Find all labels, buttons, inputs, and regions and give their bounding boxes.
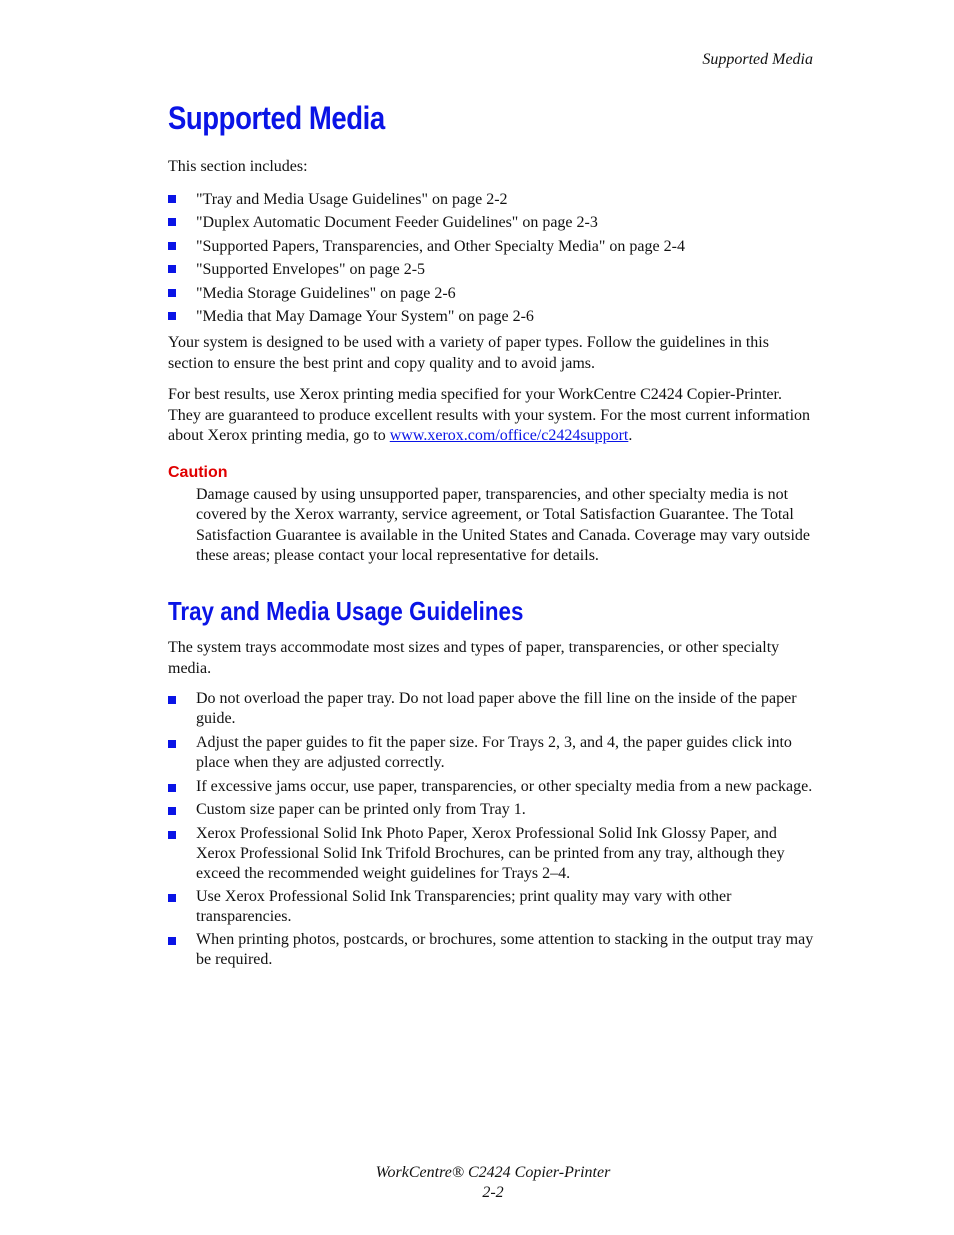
- list-item[interactable]: [168, 282, 818, 305]
- section-link-list: [168, 188, 818, 328]
- list-item: [168, 824, 818, 884]
- paragraph-text: For best results, use Xerox printing media specified for your WorkCentre C2424 Copier-Printer. They are guaranteed to produce excellent results with your system. For the most current information about Xerox printing media, go to: [168, 386, 811, 444]
- section-heading: Tray and Media Usage Guidelines: [168, 596, 524, 626]
- section-link[interactable]: "Tray and Media Usage Guidelines" on page 2-2: [196, 191, 508, 208]
- square-bullet-icon: [168, 195, 176, 203]
- intro-text: This section includes:: [168, 158, 308, 175]
- section-link[interactable]: "Media Storage Guidelines" on page 2-6: [196, 284, 456, 302]
- square-bullet-icon: [168, 242, 176, 250]
- section-link[interactable]: "Supported Papers, Transparencies, and Other Specialty Media" on page 2-4: [196, 237, 685, 255]
- support-link[interactable]: www.xerox.com/office/c2424support: [389, 427, 629, 444]
- running-header: Supported Media: [702, 51, 813, 68]
- list-item: [168, 777, 818, 797]
- list-item: [168, 887, 818, 927]
- section-link[interactable]: "Media that May Damage Your System" on page 2-6: [196, 308, 534, 326]
- list-item: [168, 733, 818, 773]
- footer-page-number: 2-2: [482, 1184, 504, 1201]
- footer-product-name: WorkCentre® C2424 Copier-Printer: [375, 1164, 611, 1181]
- caution-label: Caution: [168, 464, 228, 481]
- guideline-text: Custom size paper can be printed only from Tray 1.: [196, 801, 526, 818]
- square-bullet-icon: [168, 784, 176, 792]
- guideline-text: Do not overload the paper tray. Do not load paper above the fill line on the inside of the paper guide.: [196, 690, 797, 727]
- caution-text: Damage caused by using unsupported paper, transparencies, and other specialty media is not covered by the Xerox warranty, service agreement, or Total Satisfaction Guarantee. The Total Satisfaction Guarantee is available in the United States and Canada. Coverage may vary outside these areas; please contact your local representative for details.: [196, 486, 811, 564]
- guideline-text: Adjust the paper guides to fit the paper size. For Trays 2, 3, and 4, the paper guides click into place when they are adjusted correctly.: [196, 734, 792, 771]
- list-item[interactable]: [168, 211, 818, 234]
- list-item: [168, 689, 818, 729]
- square-bullet-icon: [168, 218, 176, 226]
- page-title: Supported Media: [168, 100, 385, 136]
- paragraph-text-end: .: [628, 427, 633, 444]
- page-footer: [0, 1163, 954, 1203]
- list-item[interactable]: [168, 188, 818, 211]
- guideline-text: When printing photos, postcards, or brochures, some attention to stacking in the output tray may be required.: [196, 931, 814, 968]
- square-bullet-icon: [168, 312, 176, 320]
- square-bullet-icon: [168, 289, 176, 297]
- square-bullet-icon: [168, 807, 176, 815]
- square-bullet-icon: [168, 937, 176, 945]
- body-paragraph-2: [168, 385, 818, 447]
- guideline-text: Use Xerox Professional Solid Ink Transparencies; print quality may vary with other transparencies.: [196, 888, 732, 925]
- square-bullet-icon: [168, 894, 176, 902]
- square-bullet-icon: [168, 831, 176, 839]
- list-item: [168, 930, 818, 970]
- list-item[interactable]: [168, 305, 818, 328]
- section-intro: The system trays accommodate most sizes and types of paper, transparencies, or other specialty media.: [168, 639, 780, 677]
- square-bullet-icon: [168, 265, 176, 273]
- square-bullet-icon: [168, 696, 176, 704]
- list-item[interactable]: [168, 258, 818, 281]
- square-bullet-icon: [168, 740, 176, 748]
- body-paragraph-1: Your system is designed to be used with a variety of paper types. Follow the guidelines in this section to ensure the best print and copy quality and to avoid jams.: [168, 334, 769, 372]
- guideline-text: If excessive jams occur, use paper, transparencies, or other specialty media from a new package.: [196, 778, 813, 795]
- section-link[interactable]: "Duplex Automatic Document Feeder Guidelines" on page 2-3: [196, 214, 598, 232]
- list-item[interactable]: [168, 235, 818, 258]
- list-item: [168, 800, 818, 820]
- guidelines-list: [168, 689, 818, 970]
- guideline-text: Xerox Professional Solid Ink Photo Paper, Xerox Professional Solid Ink Glossy Paper, and Xerox Professional Solid Ink Trifold Brochures, can be printed from any tray, although they exceed the recommended weight guidelines for Trays 2–4.: [196, 825, 785, 882]
- section-link[interactable]: "Supported Envelopes" on page 2-5: [196, 261, 426, 279]
